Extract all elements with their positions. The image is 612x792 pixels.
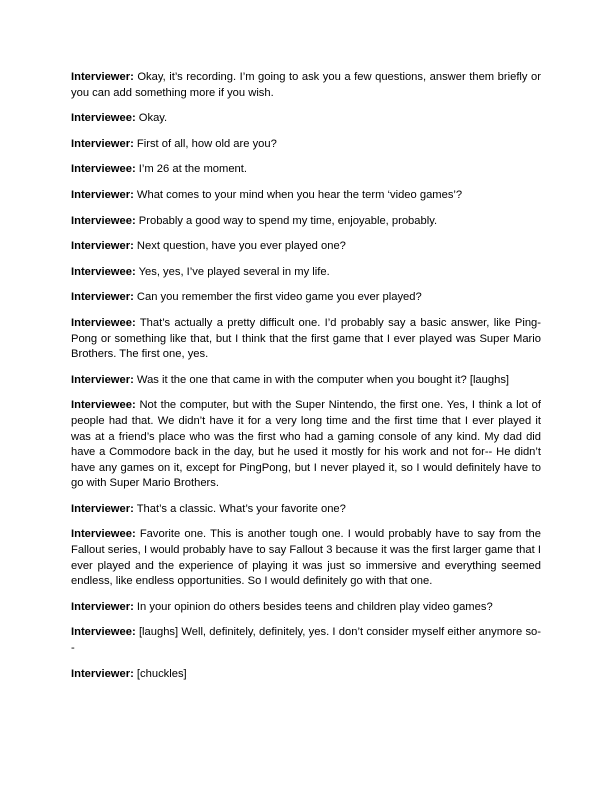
- speaker-label: Interviewer:: [71, 502, 134, 515]
- utterance-text: Okay, it’s recording. I’m going to ask you a few questions, answer them briefly or you can add something more if you wish.: [71, 71, 541, 99]
- speaker-label: Interviewee:: [71, 626, 136, 639]
- utterance-text: Not the computer, but with the Super Nintendo, the first one. Yes, I think a lot of people had that. We didn’t have it for a very long time and the first time that I ever played it was at a friend’s place who was the first who had a gaming console of any kind. My dad did have a Commodore back in the day, but he used it mostly for his work and not for-- He didn’t have any games on it, except for PingPong, but I never played it, so I would definitely have to go with Super Mario Brothers.: [71, 399, 541, 490]
- utterance-text: [chuckles]: [136, 667, 187, 680]
- utterance-text: Next question, have you ever played one?: [136, 240, 346, 253]
- utterance-text: Yes, yes, I’ve played several in my life.: [138, 265, 330, 278]
- utterance-text: First of all, how old are you?: [136, 137, 277, 150]
- transcript-turn: [71, 290, 541, 306]
- utterance-text: I’m 26 at the moment.: [138, 163, 247, 176]
- transcript-turn: [71, 527, 541, 589]
- transcript-turn: [71, 137, 541, 153]
- speaker-label: Interviewer:: [71, 373, 134, 386]
- utterance-text: In your opinion do others besides teens and children play video games?: [136, 600, 493, 613]
- transcript-turn: [71, 373, 541, 389]
- transcript-turn: [71, 625, 541, 656]
- speaker-label: Interviewee:: [71, 399, 136, 412]
- speaker-label: Interviewee:: [71, 528, 136, 541]
- transcript-turn: [71, 214, 541, 230]
- speaker-label: Interviewer:: [71, 188, 134, 201]
- speaker-label: Interviewer:: [71, 71, 134, 83]
- utterance-text: Probably a good way to spend my time, enjoyable, probably.: [138, 214, 438, 227]
- utterance-text: Okay.: [138, 112, 168, 125]
- utterance-text: Can you remember the first video game you ever played?: [136, 291, 422, 304]
- speaker-label: Interviewer:: [71, 291, 134, 304]
- transcript-turn: [71, 316, 541, 363]
- utterance-text: [laughs] Well, definitely, definitely, yes. I don’t consider myself either anymore so--: [71, 626, 541, 655]
- transcript-turn: [71, 111, 541, 127]
- transcript-turn: [71, 239, 541, 255]
- utterance-text: That’s a classic. What’s your favorite one?: [136, 502, 346, 515]
- speaker-label: Interviewee:: [71, 112, 136, 125]
- transcript-turn: [71, 265, 541, 281]
- speaker-label: Interviewer:: [71, 667, 134, 680]
- transcript-turn: [71, 600, 541, 616]
- utterance-text: That’s actually a pretty difficult one. I’d probably say a basic answer, like Ping-Pong or something like that, but I think that the first game that I ever played was Super Mario Brothers. The first one, yes.: [71, 316, 541, 361]
- transcript-turn: [71, 667, 541, 683]
- transcript: [71, 70, 541, 692]
- transcript-turn: [71, 398, 541, 492]
- speaker-label: Interviewee:: [71, 163, 136, 176]
- utterance-text: Was it the one that came in with the computer when you bought it? [laughs]: [136, 373, 510, 386]
- speaker-label: Interviewer:: [71, 137, 134, 150]
- transcript-turn: [71, 70, 541, 101]
- utterance-text: Favorite one. This is another tough one. I would probably have to say from the Fallout series, I would probably have to say Fallout 3 because it was the first larger game that I ever played and the experience of playing it was just so immersive and everything seemed endless, like endless opportunities. So I would definitely go with that one.: [71, 528, 542, 588]
- utterance-text: What comes to your mind when you hear the term ‘video games’?: [136, 188, 463, 201]
- transcript-turn: [71, 502, 541, 518]
- speaker-label: Interviewee:: [71, 214, 136, 227]
- speaker-label: Interviewee:: [71, 265, 136, 278]
- speaker-label: Interviewer:: [71, 240, 134, 253]
- transcript-turn: [71, 188, 541, 204]
- speaker-label: Interviewee:: [71, 316, 136, 329]
- transcript-turn: [71, 162, 541, 178]
- speaker-label: Interviewer:: [71, 600, 134, 613]
